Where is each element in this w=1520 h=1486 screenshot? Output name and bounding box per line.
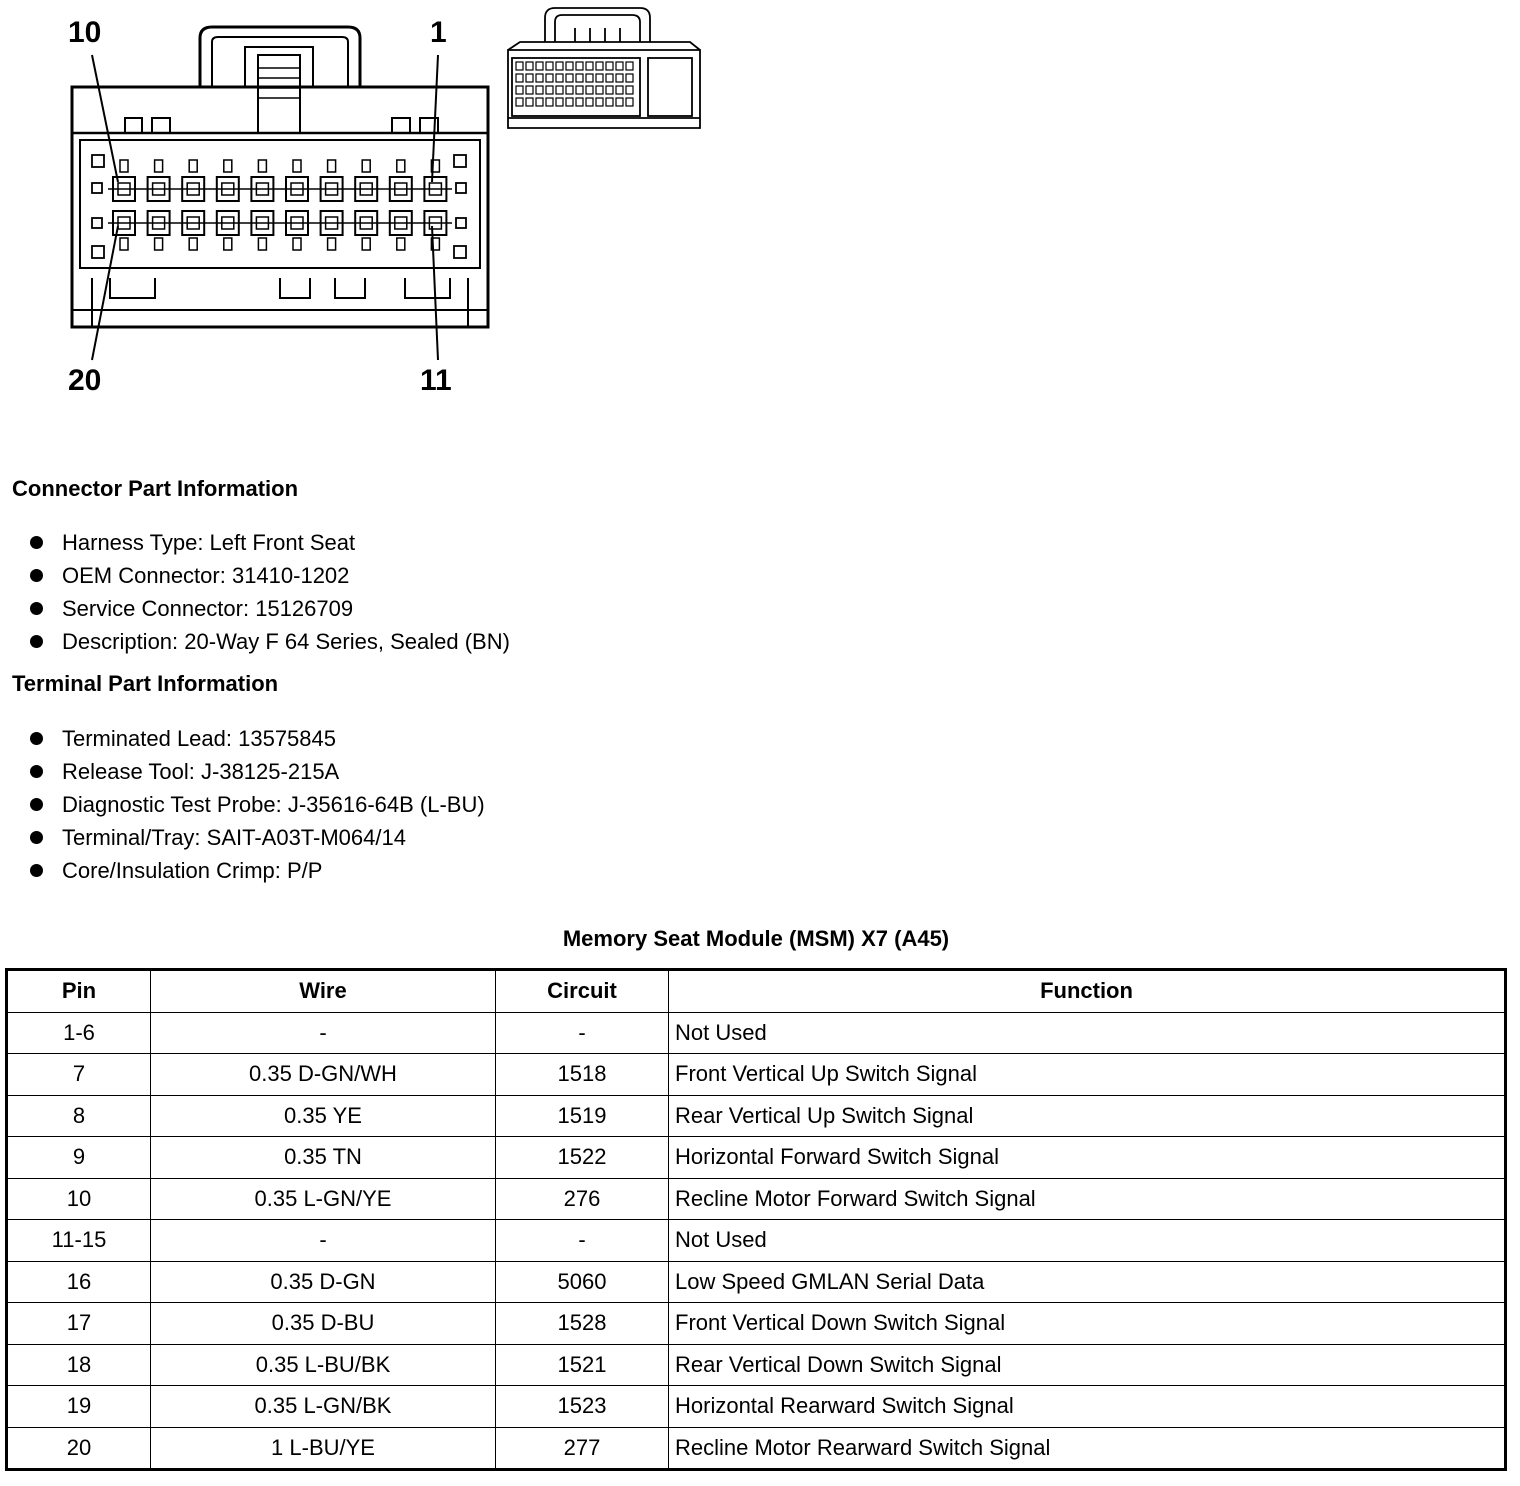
bullet-icon — [30, 602, 43, 615]
circuit-cell: - — [496, 1012, 669, 1054]
leader-line-11 — [432, 226, 438, 360]
iso-cavity — [566, 62, 573, 70]
terminal-marker — [328, 160, 336, 172]
terminal-marker — [258, 160, 266, 172]
terminal-marker — [120, 160, 128, 172]
iso-cavity — [516, 86, 523, 94]
iso-cavity — [556, 86, 563, 94]
terminal-marker — [362, 160, 370, 172]
iso-cavity — [586, 98, 593, 106]
table-row — [7, 1386, 1506, 1428]
function-cell: Not Used — [669, 1012, 1506, 1054]
bullet-icon — [30, 536, 43, 549]
column-header-wire: Wire — [151, 970, 496, 1013]
iso-cavity — [606, 86, 613, 94]
pin-cell: 17 — [7, 1303, 151, 1345]
terminal-marker — [155, 238, 163, 250]
list-item: OEM Connector: 31410-1202 — [30, 559, 510, 592]
circuit-cell: 1519 — [496, 1095, 669, 1137]
leader-line-10 — [92, 55, 118, 182]
terminal-marker — [328, 238, 336, 250]
iso-cavity — [596, 74, 603, 82]
column-header-circuit: Circuit — [496, 970, 669, 1013]
iso-cavity — [586, 74, 593, 82]
wire-cell: 0.35 D-GN — [151, 1261, 496, 1303]
connector-cavities — [108, 160, 452, 250]
table-row — [7, 1344, 1506, 1386]
list-item: Harness Type: Left Front Seat — [30, 526, 510, 559]
iso-cavity — [556, 98, 563, 106]
iso-cavity — [596, 62, 603, 70]
iso-cavity — [606, 74, 613, 82]
iso-cavity — [626, 86, 633, 94]
table-row — [7, 1220, 1506, 1262]
circuit-cell: 1523 — [496, 1386, 669, 1428]
connector-face-diagram — [0, 0, 720, 420]
bullet-icon — [30, 569, 43, 582]
iso-cavity — [526, 86, 533, 94]
wire-cell: 0.35 TN — [151, 1137, 496, 1179]
circuit-cell: - — [496, 1220, 669, 1262]
iso-cavity — [626, 62, 633, 70]
pin-cell: 18 — [7, 1344, 151, 1386]
terminal-info-list — [30, 722, 485, 887]
table-row — [7, 1095, 1506, 1137]
connector-iso-thumbnail — [508, 8, 700, 128]
terminal-marker — [258, 238, 266, 250]
function-cell: Recline Motor Forward Switch Signal — [669, 1178, 1506, 1220]
iso-cavity — [566, 86, 573, 94]
iso-cavity — [546, 62, 553, 70]
terminal-marker — [224, 160, 232, 172]
terminal-info-heading: Terminal Part Information — [12, 671, 279, 696]
pin-table — [5, 968, 1507, 1471]
circuit-cell: 5060 — [496, 1261, 669, 1303]
iso-cavity — [556, 74, 563, 82]
terminal-marker — [293, 238, 301, 250]
table-row — [7, 1054, 1506, 1096]
iso-cavity — [516, 74, 523, 82]
list-item: Terminated Lead: 13575845 — [30, 722, 485, 755]
iso-cavity — [576, 74, 583, 82]
function-cell: Not Used — [669, 1220, 1506, 1262]
iso-cavity — [526, 74, 533, 82]
iso-cavity — [516, 98, 523, 106]
table-header-row — [7, 970, 1506, 1013]
iso-cavity — [586, 86, 593, 94]
wire-cell: 0.35 D-BU — [151, 1303, 496, 1345]
terminal-marker — [362, 238, 370, 250]
list-item: Description: 20-Way F 64 Series, Sealed (BN) — [30, 625, 510, 658]
terminal-marker — [397, 160, 405, 172]
pin-cell: 9 — [7, 1137, 151, 1179]
iso-cavity — [526, 62, 533, 70]
pin-label-11: 11 — [420, 364, 452, 397]
table-row — [7, 1303, 1506, 1345]
terminal-marker — [293, 160, 301, 172]
iso-cavity — [586, 62, 593, 70]
pin-label-1: 1 — [430, 16, 447, 49]
circuit-cell: 1522 — [496, 1137, 669, 1179]
wire-cell: 0.35 L-GN/YE — [151, 1178, 496, 1220]
terminal-marker — [189, 238, 197, 250]
table-row — [7, 1178, 1506, 1220]
iso-cavity — [576, 62, 583, 70]
list-item: Diagnostic Test Probe: J-35616-64B (L-BU) — [30, 788, 485, 821]
iso-cavity — [566, 98, 573, 106]
iso-cavity — [546, 98, 553, 106]
iso-cavity — [536, 98, 543, 106]
iso-cavity — [566, 74, 573, 82]
circuit-cell: 276 — [496, 1178, 669, 1220]
bullet-icon — [30, 635, 43, 648]
iso-cavity — [606, 62, 613, 70]
table-title: Memory Seat Module (MSM) X7 (A45) — [562, 926, 950, 951]
circuit-cell: 277 — [496, 1427, 669, 1470]
connector-info-heading: Connector Part Information — [12, 476, 299, 501]
table-row — [7, 1137, 1506, 1179]
function-cell: Front Vertical Up Switch Signal — [669, 1054, 1506, 1096]
circuit-cell: 1518 — [496, 1054, 669, 1096]
iso-cavity — [596, 86, 603, 94]
circuit-cell: 1528 — [496, 1303, 669, 1345]
bullet-icon — [30, 732, 43, 745]
column-header-function: Function — [669, 970, 1506, 1013]
function-cell: Front Vertical Down Switch Signal — [669, 1303, 1506, 1345]
pin-cell: 7 — [7, 1054, 151, 1096]
iso-cavity — [536, 74, 543, 82]
column-header-pin: Pin — [7, 970, 151, 1013]
iso-cavity — [546, 74, 553, 82]
bullet-icon — [30, 831, 43, 844]
iso-cavity — [536, 62, 543, 70]
pin-label-20: 20 — [68, 364, 102, 397]
iso-cavity — [616, 74, 623, 82]
iso-cavity — [516, 62, 523, 70]
function-cell: Rear Vertical Up Switch Signal — [669, 1095, 1506, 1137]
function-cell: Horizontal Rearward Switch Signal — [669, 1386, 1506, 1428]
terminal-marker — [189, 160, 197, 172]
iso-cavity — [616, 98, 623, 106]
iso-cavity — [626, 98, 633, 106]
pin-cell: 19 — [7, 1386, 151, 1428]
terminal-marker — [120, 238, 128, 250]
bullet-icon — [30, 798, 43, 811]
list-item: Release Tool: J-38125-215A — [30, 755, 485, 788]
list-item: Core/Insulation Crimp: P/P — [30, 854, 485, 887]
list-item: Service Connector: 15126709 — [30, 592, 510, 625]
pin-label-10: 10 — [68, 16, 102, 49]
wire-cell: 0.35 D-GN/WH — [151, 1054, 496, 1096]
terminal-marker — [397, 238, 405, 250]
wire-cell: 0.35 L-GN/BK — [151, 1386, 496, 1428]
function-cell: Low Speed GMLAN Serial Data — [669, 1261, 1506, 1303]
bullet-icon — [30, 864, 43, 877]
wire-cell: 0.35 YE — [151, 1095, 496, 1137]
pin-cell: 8 — [7, 1095, 151, 1137]
function-cell: Horizontal Forward Switch Signal — [669, 1137, 1506, 1179]
pin-cell: 10 — [7, 1178, 151, 1220]
iso-cavity — [536, 86, 543, 94]
wire-cell: 1 L-BU/YE — [151, 1427, 496, 1470]
wire-cell: - — [151, 1012, 496, 1054]
circuit-cell: 1521 — [496, 1344, 669, 1386]
iso-cavity — [576, 98, 583, 106]
pin-cell: 11-15 — [7, 1220, 151, 1262]
table-row — [7, 1427, 1506, 1470]
iso-cavity — [576, 86, 583, 94]
bullet-icon — [30, 765, 43, 778]
pin-cell: 1-6 — [7, 1012, 151, 1054]
iso-cavity — [596, 98, 603, 106]
iso-cavity — [546, 86, 553, 94]
pin-cell: 16 — [7, 1261, 151, 1303]
iso-cavity — [626, 74, 633, 82]
list-item: Terminal/Tray: SAIT-A03T-M064/14 — [30, 821, 485, 854]
terminal-marker — [224, 238, 232, 250]
connector-info-list — [30, 526, 510, 658]
iso-cavity — [606, 98, 613, 106]
terminal-marker — [155, 160, 163, 172]
iso-cavity — [526, 98, 533, 106]
iso-cavity — [616, 62, 623, 70]
pin-cell: 20 — [7, 1427, 151, 1470]
iso-cavity — [616, 86, 623, 94]
table-row — [7, 1012, 1506, 1054]
wire-cell: - — [151, 1220, 496, 1262]
function-cell: Recline Motor Rearward Switch Signal — [669, 1427, 1506, 1470]
table-row — [7, 1261, 1506, 1303]
wire-cell: 0.35 L-BU/BK — [151, 1344, 496, 1386]
function-cell: Rear Vertical Down Switch Signal — [669, 1344, 1506, 1386]
iso-cavity — [556, 62, 563, 70]
